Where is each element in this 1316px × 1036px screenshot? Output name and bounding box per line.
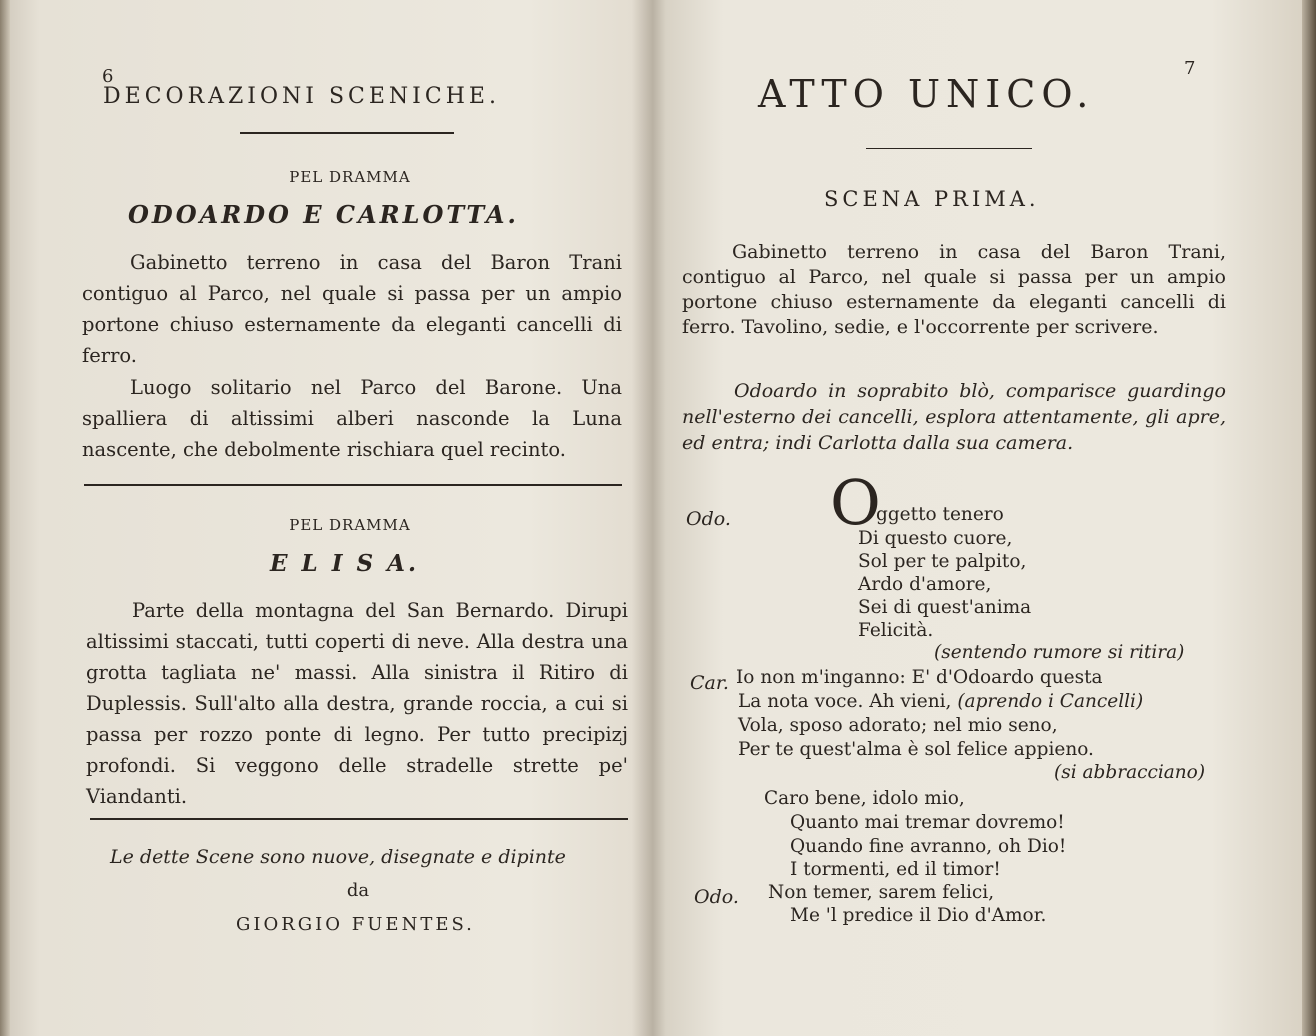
car-line-1: Io non m'inganno: E' d'Odoardo questa	[736, 667, 1103, 688]
section2-para1: Parte della montagna del San Bernardo. Dirupi altissimi staccati, tutti coperti di neve. Alla destra una grotta tagliata ne' massi. Alla sinistra il Ritiro di Duplessis. Sull'alto alla destra, grande roccia, a cui si passa per rozzo ponte di legno. Per tutto precipizj profondi. Si veggono delle stradelle strette pe' Viandanti.	[86, 599, 628, 808]
stage-direction-cancelli: (aprendo i Cancelli)	[957, 691, 1144, 712]
section2-title: E L I S A.	[270, 550, 419, 577]
odo-line-6: Felicità.	[858, 620, 934, 641]
car-aria-3: Quando fine avranno, oh Dio!	[790, 836, 1067, 857]
section1-para1: Gabinetto terreno in casa del Baron Trani contiguo al Parco, nel quale si passa per un ampio portone chiuso esternamente da eleganti cancelli di ferro.	[82, 251, 622, 367]
odo-line-5: Sei di quest'anima	[858, 597, 1032, 618]
right-page	[654, 0, 1316, 1036]
car-line-3: Vola, sposo adorato; nel mio seno,	[738, 715, 1058, 736]
speaker-carlotta: Car.	[690, 672, 729, 694]
scene-setting: Gabinetto terreno in casa del Baron Trani, contiguo al Parco, nel quale si passa per un ampio portone chiuso esternamente da eleganti cancelli di ferro. Tavolino, sedie, e l'occorrente per scrivere.	[682, 241, 1226, 338]
page-number-left: 6	[102, 66, 114, 87]
car-aria-2: Quanto mai tremar dovremo!	[790, 812, 1065, 833]
car-aria-4: I tormenti, ed il timor!	[790, 859, 1001, 880]
car-line-2-text: La nota voce. Ah vieni,	[738, 691, 952, 712]
act-title: ATTO UNICO.	[758, 72, 1095, 116]
odo2-line-2: Me 'l predice il Dio d'Amor.	[790, 905, 1047, 926]
left-page	[0, 0, 650, 1036]
section1-title: ODOARDO E CARLOTTA.	[128, 200, 519, 229]
section2-label: PEL DRAMMA	[289, 516, 411, 534]
section1-label: PEL DRAMMA	[289, 168, 411, 186]
odo-line-1: ggetto tenero	[876, 504, 1004, 525]
odo-line-4: Ardo d'amore,	[858, 574, 992, 595]
page-number-right: 7	[1184, 58, 1196, 79]
section1-para2: Luogo solitario nel Parco del Barone. Una spalliera di altissimi alberi nasconde la Luna nascente, che debolmente rischiara quel recinto.	[82, 376, 622, 461]
section-divider	[84, 484, 622, 486]
car-aria-1: Caro bene, idolo mio,	[764, 788, 965, 809]
car-line-4: Per te quest'alma è sol felice appieno.	[738, 739, 1094, 760]
title-rule	[866, 148, 1032, 149]
stage-direction-entrance: Odoardo in soprabito blò, comparisce guardingo nell'esterno dei cancelli, esplora attentamente, gli apre, ed entra; indi Carlotta dalla sua camera.	[682, 380, 1226, 454]
odo-line-3: Sol per te palpito,	[858, 551, 1027, 572]
scene-title: SCENA PRIMA.	[824, 187, 1040, 211]
credit-line1: Le dette Scene sono nuove, disegnate e dipinte	[110, 846, 566, 868]
credit-divider	[90, 818, 628, 820]
speaker-odoardo: Odo.	[686, 508, 731, 530]
drop-cap: O	[830, 466, 881, 539]
credit-line2: da	[346, 880, 370, 901]
stage-direction-2: (si abbracciano)	[1054, 762, 1206, 783]
stage-direction-1: (sentendo rumore si ritira)	[934, 642, 1185, 663]
speaker-odoardo-2: Odo.	[694, 886, 739, 908]
odo-line-2: Di questo cuore,	[858, 528, 1013, 549]
credit-line3: GIORGIO FUENTES.	[236, 914, 475, 935]
left-heading: DECORAZIONI SCENICHE.	[103, 84, 500, 109]
car-line-2	[738, 691, 1143, 712]
odo2-line-1: Non temer, sarem felici,	[768, 882, 995, 903]
heading-rule	[240, 132, 454, 134]
